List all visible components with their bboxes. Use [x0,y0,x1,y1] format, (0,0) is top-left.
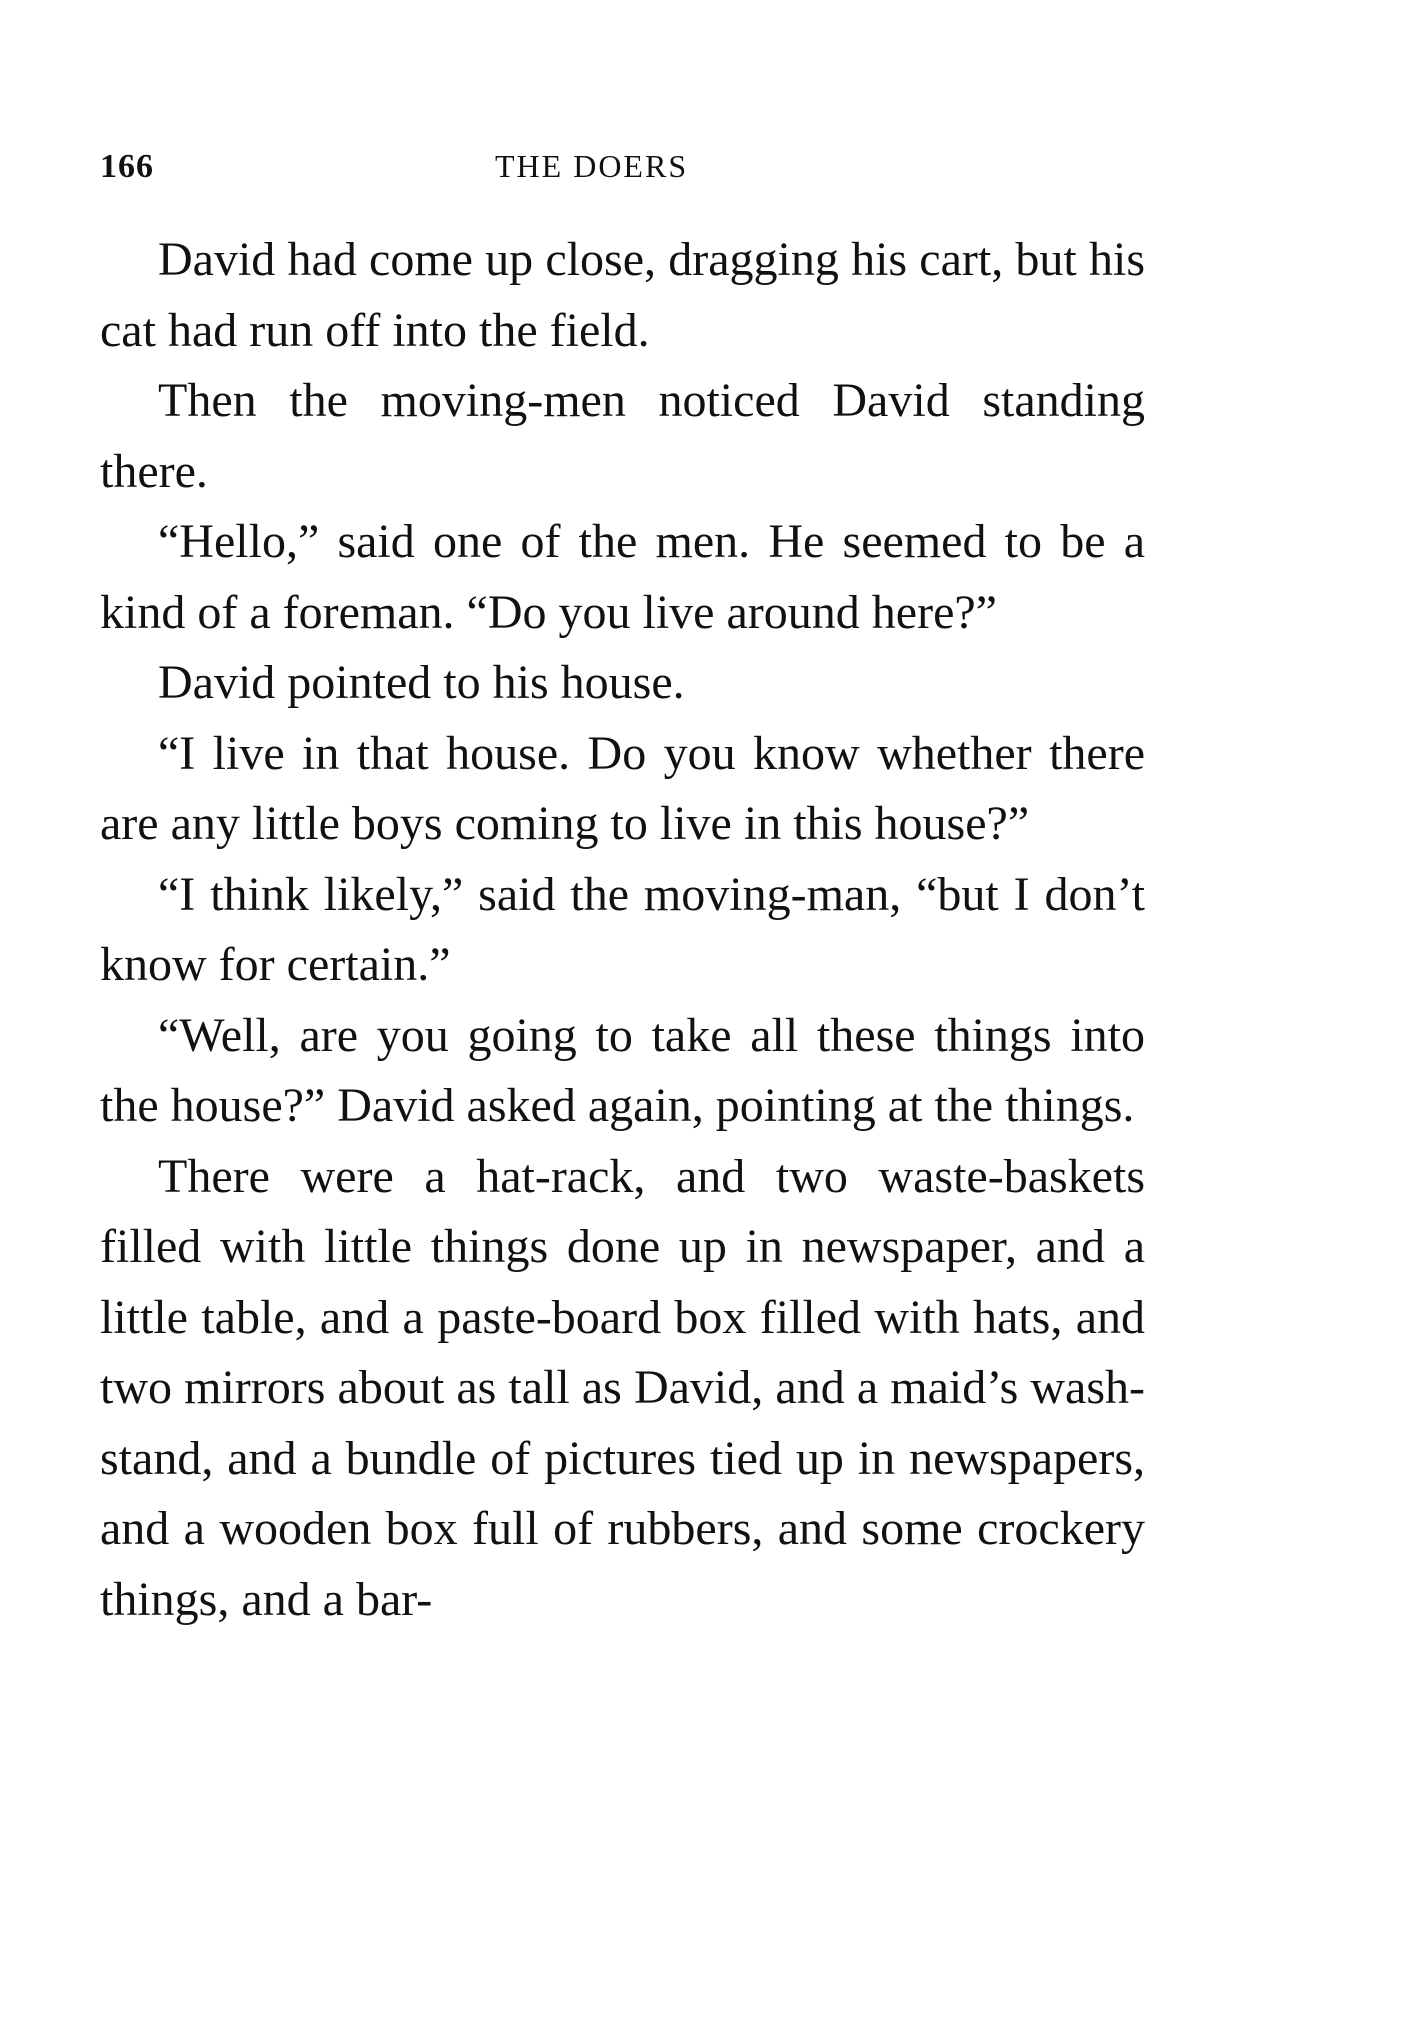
paragraph: Then the moving-men noticed David standing there. [100,374,1145,498]
paragraph: David pointed to his house. [158,656,685,709]
paragraph: David had come up close, dragging his cart, but his cat had run off into the field. [100,233,1145,357]
paragraph: There were a hat-rack, and two waste-baskets filled with little things done up in newspaper, and a little table, and a paste-board box filled with hats, and two mirrors about as tall as David, and a maid’s wash-stand, and a bundle of pictures tied up in newspapers, and a wooden box full of rubbers, and some crockery things, and a bar- [100,1149,1145,1626]
paragraph: “I think likely,” said the moving-man, “but I don’t know for certain.” [100,867,1145,991]
page-number: 166 [100,148,154,185]
body-text [100,225,1145,1635]
paragraph: “Well, are you going to take all these things into the house?” David asked again, pointing at the things. [100,1008,1145,1132]
paragraph: “Hello,” said one of the men. He seemed to be a kind of a foreman. “Do you live around here?” [100,515,1145,639]
running-title: THE DOERS [495,148,689,184]
page-header [100,148,1140,196]
paragraph: “I live in that house. Do you know whether there are any little boys coming to live in this house?” [100,726,1145,850]
